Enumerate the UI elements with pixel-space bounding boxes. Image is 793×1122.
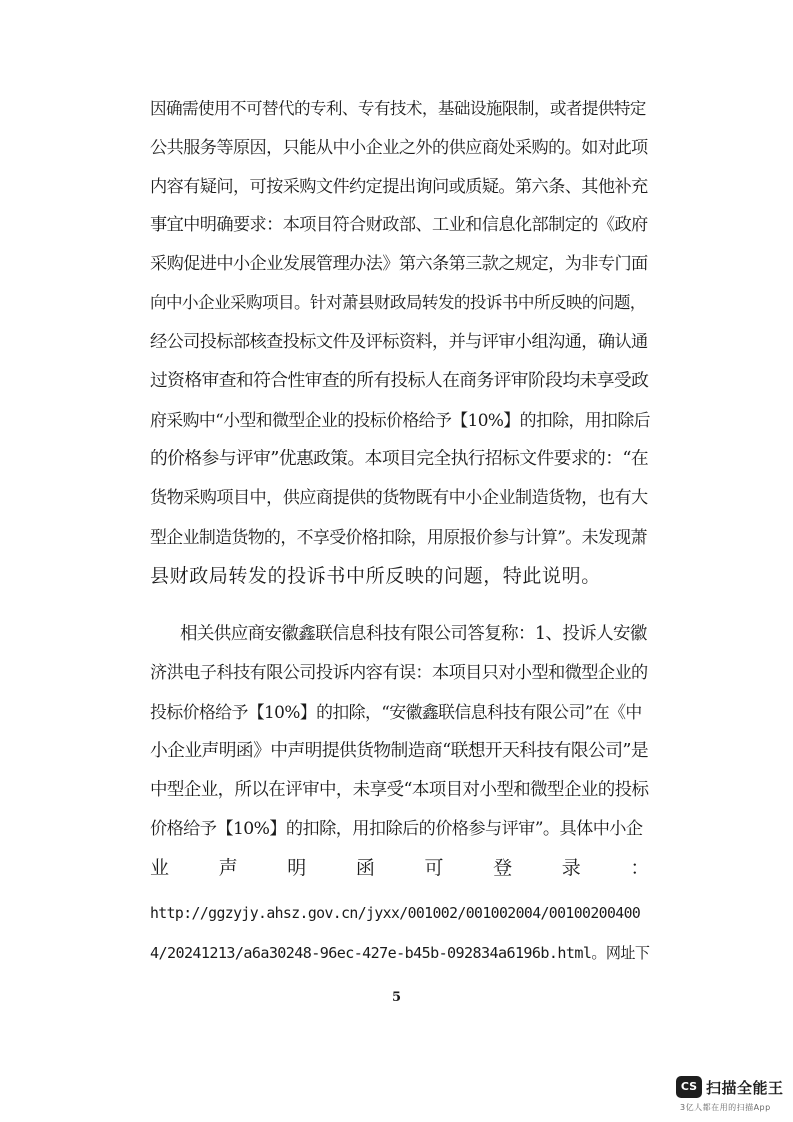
- text-line: 采购促进中小企业发展管理办法》第六条第三款之规定，为非专门面: [150, 254, 648, 274]
- text-line: 内容有疑问，可按采购文件约定提出询问或质疑。第六条、其他补充: [150, 177, 648, 197]
- spread-char: 函: [355, 857, 376, 879]
- watermark-brand: 扫描全能王: [706, 1079, 784, 1097]
- watermark-tagline: 3亿人都在用的扫描App: [680, 1103, 771, 1112]
- spread-char: 业: [150, 857, 170, 879]
- text-line: 货物采购项目中，供应商提供的货物既有中小企业制造货物，也有大: [150, 488, 648, 508]
- camscanner-logo-icon: CS: [676, 1076, 702, 1098]
- text-line: 中型企业，所以在评审中，未享受“本项目对小型和微型企业的投标: [150, 780, 649, 800]
- spread-char: ：: [630, 857, 650, 879]
- text-line: 县财政局转发的投诉书中所反映的问题，特此说明。: [150, 565, 601, 587]
- text-line: 因确需使用不可替代的专利、专有技术，基础设施限制，或者提供特定: [150, 99, 646, 118]
- text-line: 投标价格给予【10%】的扣除，“安徽鑫联信息科技有限公司”在《中: [150, 702, 642, 722]
- url-text: 4/20241213/a6a30248-96ec-427e-b45b-092834a6196b.html。网址下: [150, 944, 650, 962]
- text-line: 公共服务等原因，只能从中小企业之外的供应商处采购的。如对此项: [150, 138, 648, 158]
- page-number: 5: [391, 990, 402, 1005]
- text-line: 经公司投标部核查投标文件及评标资料，并与评审小组沟通，确认通: [150, 332, 648, 352]
- spread-char: 明: [287, 857, 307, 879]
- spread-char: 登: [493, 857, 513, 879]
- text-line: 相关供应商安徽鑫联信息科技有限公司答复称：1、投诉人安徽: [180, 624, 647, 644]
- text-line: 事宜中明确要求：本项目符合财政部、工业和信息化部制定的《政府: [150, 215, 648, 235]
- text-line: 府采购中“小型和微型企业的投标价格给予【10%】的扣除，用扣除后: [150, 410, 650, 430]
- text-line: 小企业声明函》中声明提供货物制造商“联想开天科技有限公司”是: [150, 740, 649, 761]
- scanner-watermark: [676, 1076, 786, 1116]
- url-text: http://ggzyjy.ahsz.gov.cn/jyxx/001002/001002004/00100200400: [150, 905, 641, 922]
- spread-text-line: [150, 856, 650, 880]
- text-line: 济洪电子科技有限公司投诉内容有误：本项目只对小型和微型企业的: [150, 663, 648, 683]
- spread-char: 声: [218, 857, 239, 879]
- text-line: 价格给予【10%】的扣除，用扣除后的价格参与评审”。具体中小企: [150, 819, 643, 839]
- text-line: 过资格审查和符合性审查的所有投标人在商务评审阶段均未享受政: [150, 370, 649, 391]
- spread-char: 可: [424, 857, 445, 879]
- text-line: 的价格参与评审”优惠政策。本项目完全执行招标文件要求的：“在: [150, 448, 649, 469]
- text-line: 型企业制造货物的，不享受价格扣除，用原报价参与计算”。未发现萧: [150, 527, 647, 547]
- spread-char: 录: [561, 857, 582, 879]
- text-line: 向中小企业采购项目。针对萧县财政局转发的投诉书中所反映的问题，: [150, 293, 646, 312]
